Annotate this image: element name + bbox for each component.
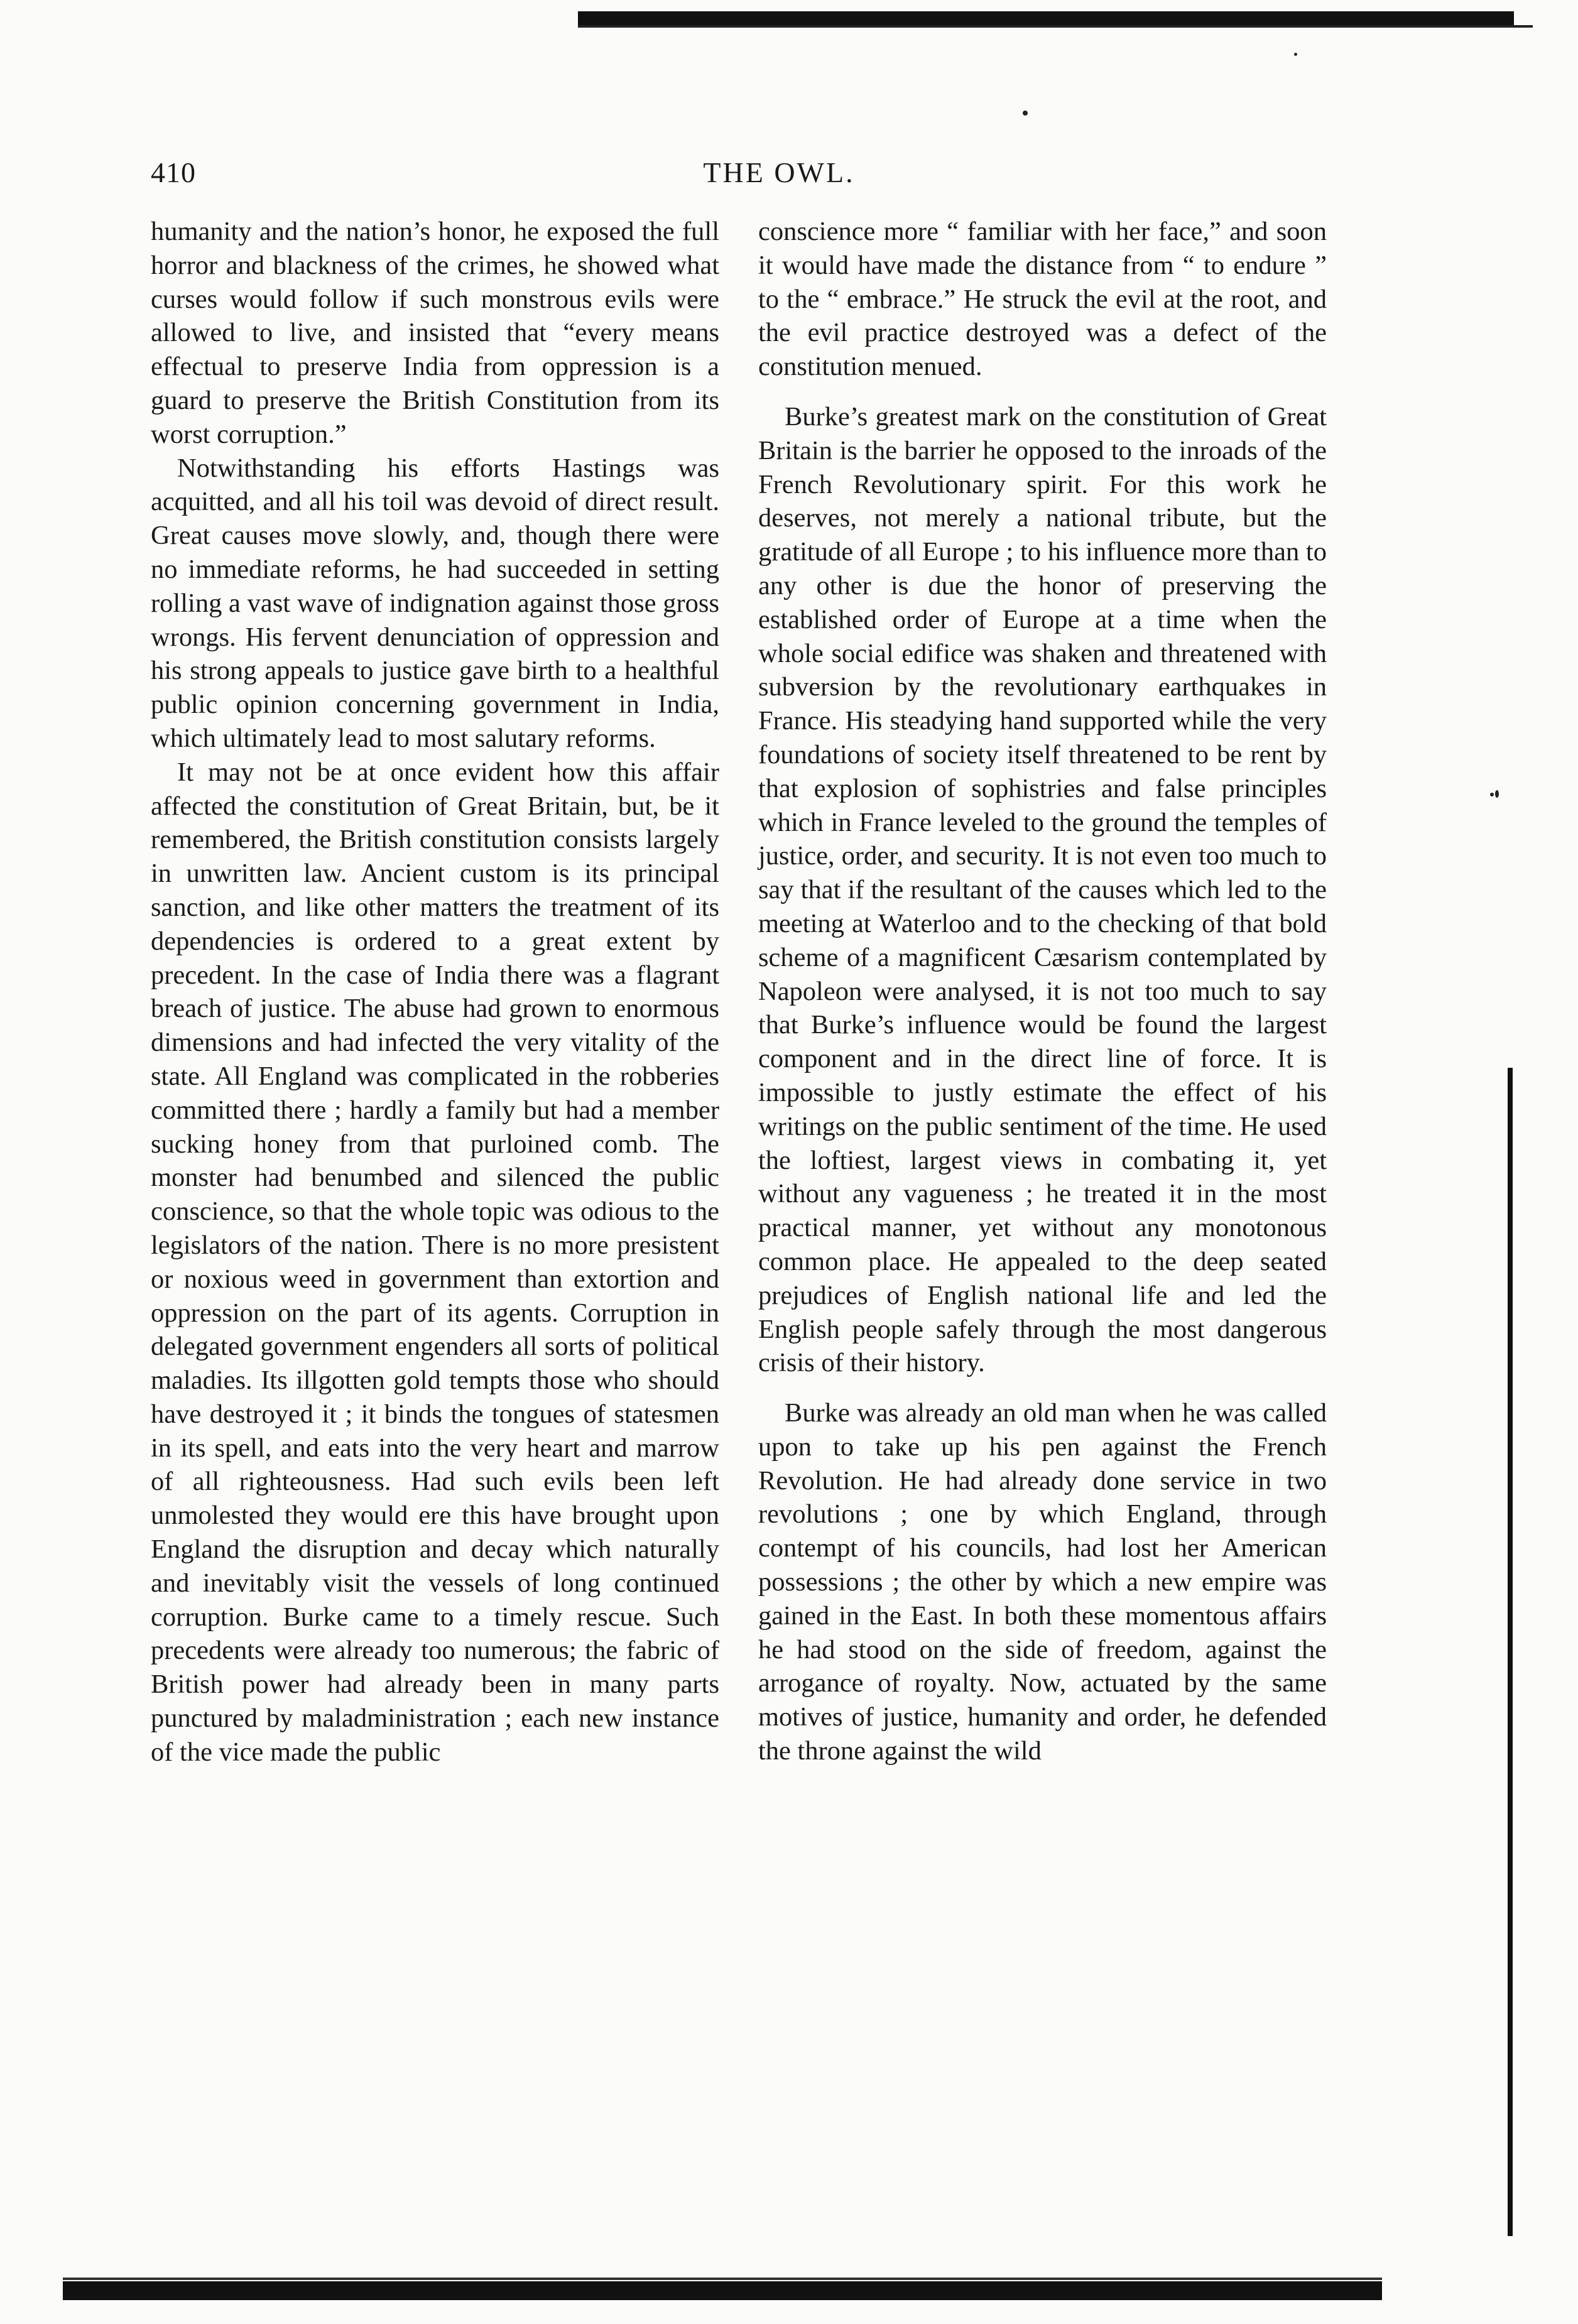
top-rule [578,11,1514,26]
scan-speck [1294,53,1297,56]
bottom-rule-thin [63,2278,1382,2280]
left-paragraph-2: Notwithstanding his efforts Hastings was acquitted, and all his toil was devoid of direct result. Great causes move slowly, and, though there were no immediate reforms, he had succeeded in setting rolling a vast wave of indignation against those gross wrongs. His fervent denunciation of oppression and his strong appeals to justice gave birth to a healthful public opinion concerning government in India, which ultimately lead to most salutary reforms. [151,453,719,753]
page-header [151,156,1407,200]
right-column [758,215,1327,1768]
scan-edge-line [1508,1068,1513,2236]
scan-speck [1490,793,1494,796]
left-paragraph-3: It may not be at once evident how this affair affected the constitution of Great Britain, but, be it remembered, the British constitution consists largely in unwritten law. Ancient custom is its principal sanction, and like other matters the treatment of its dependencies is ordered to a great extent by precedent. In the case of India there was a flagrant breach of justice. The abuse had grown to enormous dimensions and had infected the very vitality of the state. All England was complicated in the robberies committed there ; hardly a family but had a member sucking honey from that purloined comb. The monster had benumbed and silenced the public conscience, so that the whole topic was odious to the legislators of the nation. There is no more presistent or noxious weed in government than extortion and oppression on the part of its agents. Corruption in delegated government engenders all sorts of political maladies. Its illgotten gold tempts those who should have destroyed it ; it binds the tongues of statesmen in its spell, and eats into the very heart and marrow of all righteousness. Had such evils been left unmolested they would ere this have brought upon England the disruption and decay which naturally and inevitably visit the vessels of long continued corruption. Burke came to a timely rescue. Such precedents were already too numerous; the fabric of British power had already been in many parts punctured by maladministration ; each new instance of the vice made the public [151,757,719,1767]
left-column [151,215,719,1769]
scan-speck [1023,111,1028,116]
top-rule-thin [578,25,1533,28]
right-paragraph-1: conscience more “ familiar with her face,” and soon it would have made the distance from “ to endure ” to the “ embrace.” He struck the evil at the root, and the evil practice destroyed was a defect of the constitution menued. [758,217,1327,382]
page-number: 410 [151,156,196,188]
bottom-rule [63,2281,1382,2300]
left-paragraph-1: humanity and the nation’s honor, he exposed the full horror and blackness of the crimes, he showed what curses would follow if such monstrous evils were allowed to live, and insisted that “every means effectual to preserve India from oppression is a guard to preserve the British Constitution from its worst corruption.” [151,217,719,449]
right-paragraph-2: Burke’s greatest mark on the constitution of Great Britain is the barrier he opposed to the inroads of the French Revolutionary spirit. For this work he deserves, not merely a national tribute, but the gratitude of all Europe ; to his influence more than to any other is due the honor of preserving the established order of Europe at a time when the whole social edifice was shaken and threatened with subversion by the revolutionary earthquakes in France. His steadying hand supported while the very foundations of society itself threatened to be rent by that explosion of sophistries and false principles which in France leveled to the ground the temples of justice, order, and security. It is not even too much to say that if the resultant of the causes which led to the meeting at Waterloo and to the checking of that bold scheme of a magnificent Cæsarism contemplated by Napoleon were analysed, it is not too much to say that Burke’s influence would be found the largest component and in the direct line of force. It is impossible to justly estimate the effect of his writings on the public sentiment of the time. He used the loftiest, largest views in combating it, yet without any vagueness ; he treated it in the most practical manner, yet without any monotonous common place. He appealed to the deep seated prejudices of English national life and led the English people safely through the most dangerous crisis of their history. [758,401,1327,1378]
running-title: THE OWL. [703,156,855,188]
scan-speck [1495,790,1499,798]
right-paragraph-3: Burke was already an old man when he was called upon to take up his pen against the French Revolution. He had already done service in two revolutions ; one by which England, through contempt of his councils, had lost her American possessions ; the other by which a new empire was gained in the East. In both these momentous affairs he had stood on the side of freedom, against the arrogance of royalty. Now, actuated by the same motives of justice, humanity and order, he defended the throne against the wild [758,1398,1327,1766]
